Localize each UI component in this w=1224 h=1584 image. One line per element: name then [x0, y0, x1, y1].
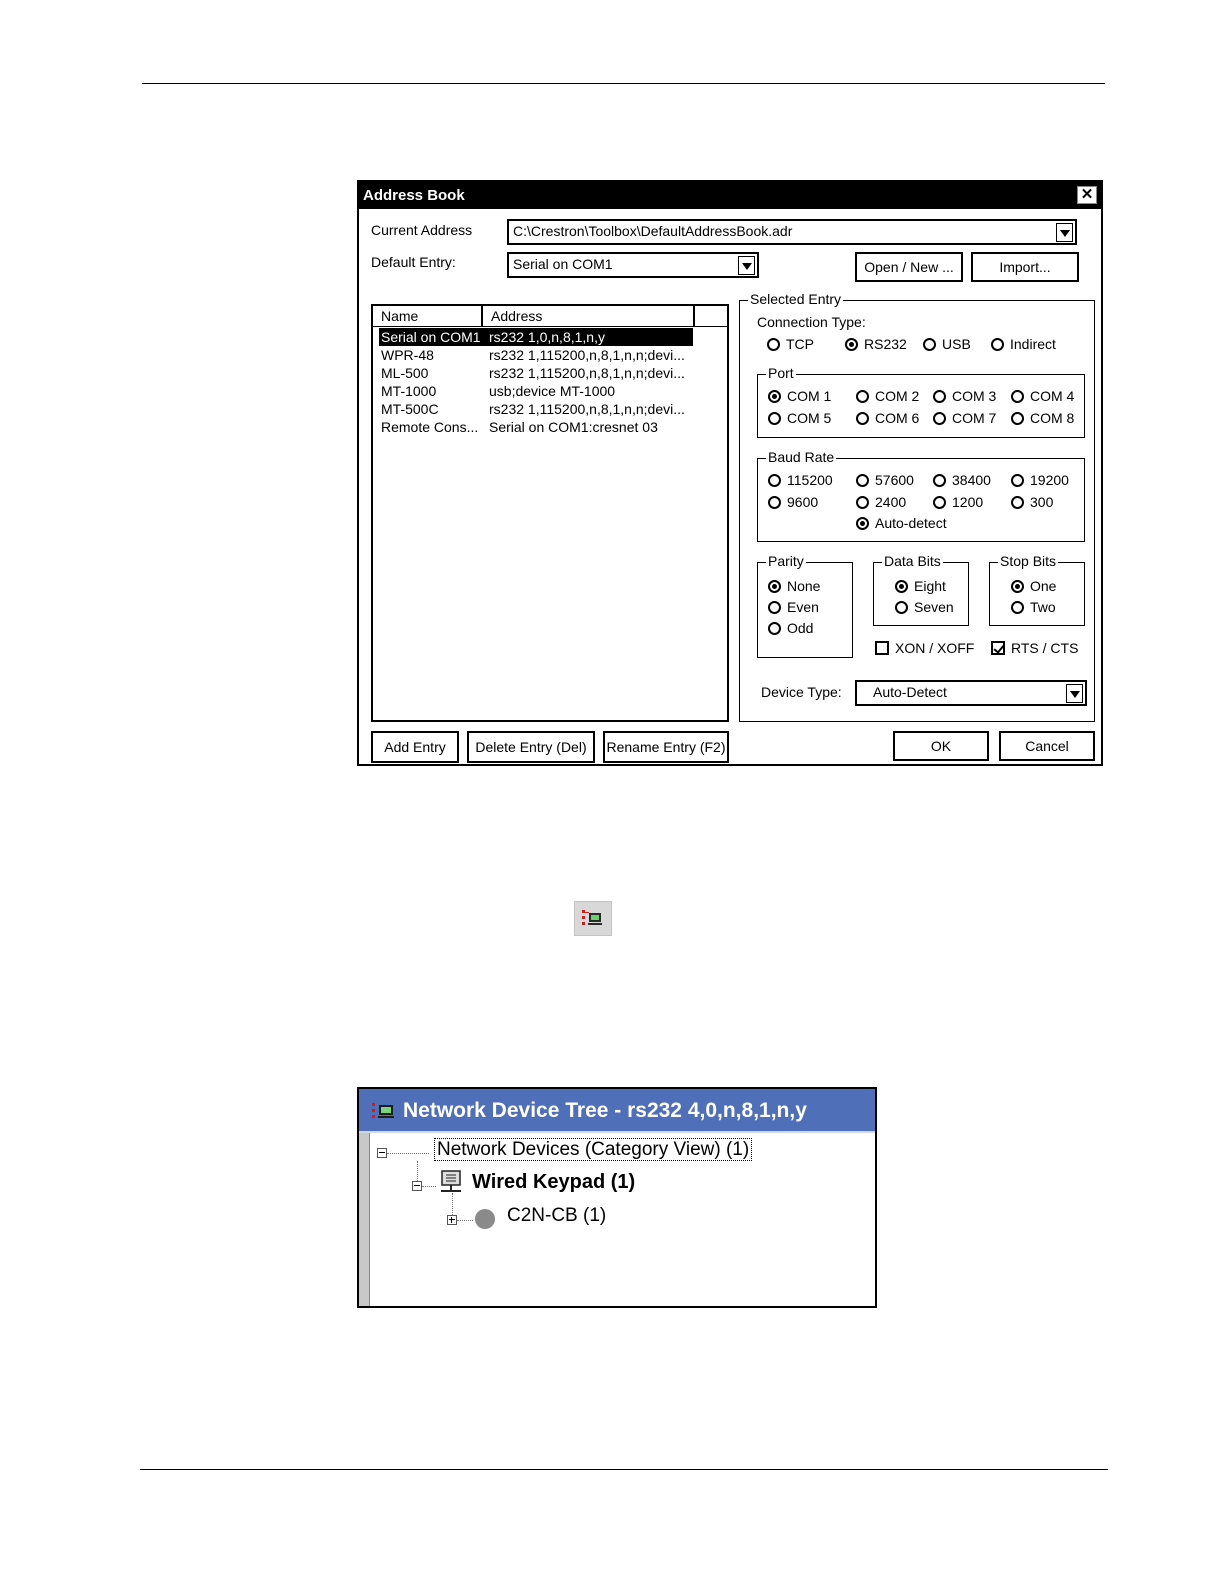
list-item-address: Serial on COM1:cresnet 03 — [489, 419, 658, 435]
tree-node-label: Wired Keypad (1) — [472, 1171, 636, 1193]
list-item[interactable] — [379, 328, 693, 346]
device-type-combo[interactable] — [855, 680, 1087, 706]
network-tree-title — [359, 1089, 875, 1133]
baud-rate-label: Baud Rate — [768, 449, 835, 465]
network-device-tree-icon[interactable] — [574, 901, 612, 936]
radio-label: 300 — [1030, 494, 1054, 510]
radio-label: RS232 — [864, 336, 907, 352]
radio-stop-bits-two[interactable] — [1011, 599, 1056, 615]
radio-indirect[interactable] — [991, 336, 1056, 352]
radio-label: TCP — [786, 336, 814, 352]
add-entry-button[interactable]: Add Entry — [371, 731, 459, 763]
radio-label: Indirect — [1010, 336, 1056, 352]
list-item-address: usb;device MT-1000 — [489, 383, 616, 399]
collapse-icon[interactable] — [377, 1148, 387, 1158]
port-label: Port — [768, 365, 794, 381]
radio-baud-1200[interactable] — [933, 494, 983, 510]
radio-data-bits-seven[interactable] — [895, 599, 954, 615]
radio-com7[interactable] — [933, 410, 996, 426]
collapse-icon[interactable] — [412, 1181, 422, 1191]
tree-node-device[interactable] — [507, 1205, 606, 1227]
radio-baud-19200[interactable] — [1011, 472, 1069, 488]
column-header-name[interactable]: Name — [373, 306, 483, 326]
list-item-address: rs232 1,115200,n,8,1,n,n;devi... — [489, 401, 685, 417]
radio-label: COM 4 — [1030, 388, 1075, 404]
radio-tcp[interactable] — [767, 336, 814, 352]
radio-com6[interactable] — [856, 410, 919, 426]
radio-rs232[interactable] — [845, 336, 907, 352]
port-group — [757, 365, 1085, 438]
radio-parity-even[interactable] — [768, 599, 819, 615]
radio-label: COM 2 — [875, 388, 920, 404]
current-address-label: Current Address — [371, 222, 473, 238]
radio-label: COM 8 — [1030, 410, 1075, 426]
radio-label: 38400 — [952, 472, 991, 488]
radio-baud-57600[interactable] — [856, 472, 914, 488]
radio-label: 115200 — [787, 472, 833, 488]
radio-label: COM 5 — [787, 410, 832, 426]
list-item-name: MT-500C — [381, 401, 439, 417]
radio-label: 1200 — [952, 494, 984, 510]
chevron-down-icon[interactable] — [1066, 684, 1083, 703]
device-type-value: Auto-Detect — [873, 684, 947, 700]
ok-button[interactable]: OK — [893, 731, 989, 761]
radio-label: Seven — [914, 599, 954, 615]
cancel-button[interactable]: Cancel — [999, 731, 1095, 761]
xon-xoff-checkbox[interactable] — [875, 640, 974, 656]
tree-connector — [387, 1153, 429, 1154]
delete-entry-button[interactable]: Delete Entry (Del) — [467, 731, 595, 763]
radio-label: COM 7 — [952, 410, 997, 426]
network-device-tree-panel — [357, 1087, 877, 1308]
network-device-tree-icon — [371, 1101, 399, 1121]
dialog-title: Address Book — [363, 187, 465, 204]
radio-label: 2400 — [875, 494, 907, 510]
column-header-address[interactable]: Address — [483, 306, 695, 326]
chevron-down-icon[interactable] — [738, 256, 755, 275]
list-header — [373, 306, 727, 327]
connection-type-label: Connection Type: — [757, 314, 866, 330]
tree-node-label: Network Devices (Category View) (1) — [437, 1139, 750, 1160]
radio-label: Eight — [914, 578, 946, 594]
radio-parity-odd[interactable] — [768, 620, 813, 636]
list-item-address: rs232 1,115200,n,8,1,n,n;devi... — [489, 347, 685, 363]
radio-baud-115200[interactable] — [768, 472, 833, 488]
radio-com8[interactable] — [1011, 410, 1074, 426]
radio-baud-9600[interactable] — [768, 494, 818, 510]
radio-label: Even — [787, 599, 819, 615]
default-entry-value: Serial on COM1 — [513, 256, 613, 272]
radio-label: 9600 — [787, 494, 819, 510]
stop-bits-group — [989, 553, 1085, 626]
data-bits-group — [873, 553, 969, 626]
checkbox-label: RTS / CTS — [1011, 640, 1079, 656]
current-address-combo[interactable] — [507, 219, 1077, 245]
radio-com3[interactable] — [933, 388, 996, 404]
tree-connector — [452, 1193, 453, 1215]
chevron-down-icon[interactable] — [1056, 223, 1073, 242]
radio-com1[interactable] — [768, 388, 831, 404]
radio-label: COM 3 — [952, 388, 997, 404]
default-entry-combo[interactable] — [507, 252, 759, 278]
network-tree-title-text: Network Device Tree - rs232 4,0,n,8,1,n,y — [403, 1099, 807, 1122]
radio-label: 19200 — [1030, 472, 1069, 488]
parity-label: Parity — [768, 553, 804, 569]
tree-node-category[interactable] — [472, 1171, 635, 1194]
tree-node-root[interactable] — [435, 1139, 751, 1161]
radio-data-bits-eight[interactable] — [895, 578, 946, 594]
tree-left-border — [359, 1133, 370, 1306]
stop-bits-label: Stop Bits — [1000, 553, 1057, 569]
footer-rule — [140, 1469, 1108, 1470]
radio-label: 57600 — [875, 472, 914, 488]
radio-baud-300[interactable] — [1011, 494, 1053, 510]
radio-parity-none[interactable] — [768, 578, 820, 594]
tree-connector — [457, 1220, 473, 1221]
radio-baud-2400[interactable] — [856, 494, 906, 510]
rename-entry-button[interactable]: Rename Entry (F2) — [603, 731, 729, 763]
device-type-label: Device Type: — [761, 684, 842, 700]
radio-label: COM 6 — [875, 410, 920, 426]
default-entry-label: Default Entry: — [371, 254, 456, 270]
selected-entry-label: Selected Entry — [750, 291, 842, 307]
radio-com2[interactable] — [856, 388, 919, 404]
device-status-icon — [475, 1209, 495, 1229]
radio-label: USB — [942, 336, 971, 352]
address-book-dialog — [357, 180, 1103, 766]
radio-label: One — [1030, 578, 1057, 594]
radio-label: Two — [1030, 599, 1056, 615]
close-icon[interactable]: ✕ — [1077, 186, 1097, 204]
radio-label: COM 1 — [787, 388, 832, 404]
current-address-value: C:\Crestron\Toolbox\DefaultAddressBook.adr — [513, 223, 793, 239]
list-item-address: rs232 1,0,n,8,1,n,y — [489, 329, 605, 345]
checkbox-label: XON / XOFF — [895, 640, 975, 656]
list-item-name: Serial on COM1 — [381, 329, 481, 345]
import-button[interactable]: Import... — [971, 252, 1079, 282]
dialog-titlebar — [359, 182, 1101, 209]
radio-baud-38400[interactable] — [933, 472, 991, 488]
radio-com4[interactable] — [1011, 388, 1074, 404]
expand-icon[interactable] — [447, 1215, 457, 1225]
radio-label: Odd — [787, 620, 814, 636]
radio-label: Auto-detect — [875, 515, 947, 531]
list-item-name: Remote Cons... — [381, 419, 479, 435]
list-item-name: MT-1000 — [381, 383, 437, 399]
radio-usb[interactable] — [923, 336, 971, 352]
address-list[interactable] — [371, 304, 729, 722]
data-bits-label: Data Bits — [884, 553, 941, 569]
tree-connector — [422, 1186, 436, 1187]
rts-cts-checkbox[interactable] — [991, 640, 1078, 656]
radio-stop-bits-one[interactable] — [1011, 578, 1056, 594]
list-item-name: ML-500 — [381, 365, 429, 381]
keypad-icon — [437, 1169, 465, 1195]
header-rule — [142, 83, 1105, 84]
list-item-address: rs232 1,115200,n,8,1,n,n;devi... — [489, 365, 685, 381]
list-item-name: WPR-48 — [381, 347, 434, 363]
radio-label: None — [787, 578, 821, 594]
radio-com5[interactable] — [768, 410, 831, 426]
radio-baud-auto-detect[interactable] — [856, 515, 947, 531]
open-new-button[interactable]: Open / New ... — [855, 252, 963, 282]
tree-node-label: C2N-CB (1) — [507, 1205, 607, 1226]
